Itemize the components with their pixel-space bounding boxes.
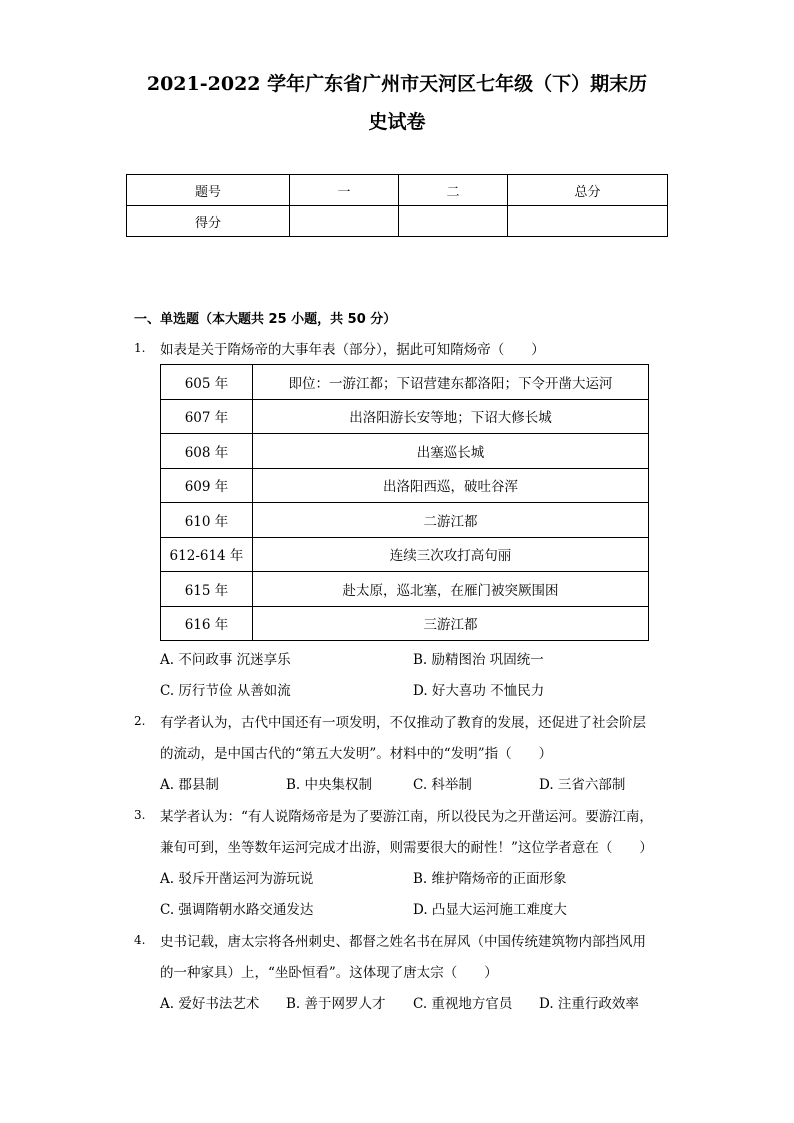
- question-text-line2: 兼旬可到，坐等数年运河完成才出游，则需要很大的耐性！”这位学者意在（ ）: [160, 840, 653, 856]
- option-c[interactable]: C. 科举制: [413, 777, 472, 793]
- event-year: 612-614 年: [161, 537, 253, 572]
- event-year: 610 年: [161, 503, 253, 538]
- question-text-line1: 某学者认为：“有人说隋炀帝是为了要游江南，所以役民为之开凿运河。要游江南，: [160, 809, 653, 825]
- score-cell: [508, 206, 668, 237]
- score-table-header-row: [127, 175, 668, 206]
- event-year: 615 年: [161, 572, 253, 607]
- option-b[interactable]: B. 善于网罗人才: [286, 996, 386, 1012]
- score-cell: [399, 206, 508, 237]
- event-year: 609 年: [161, 468, 253, 503]
- question-text-line1: 有学者认为，古代中国还有一项发明，不仅推动了教育的发展，还促进了社会阶层: [160, 715, 646, 731]
- option-b[interactable]: B. 中央集权制: [286, 777, 373, 793]
- table-row: [161, 434, 649, 469]
- question-number: 4.: [134, 933, 146, 947]
- exam-title-line1: 2021-2022 学年广东省广州市天河区七年级（下）期末历: [146, 73, 648, 95]
- option-d[interactable]: D. 注重行政效率: [539, 996, 639, 1012]
- table-row: [161, 365, 649, 400]
- option-d[interactable]: D. 好大喜功 不恤民力: [413, 683, 545, 699]
- events-table: [160, 364, 649, 641]
- question-text-line2: 的一种家具）上，“坐卧恒看”。这体现了唐太宗（ ）: [160, 965, 498, 981]
- option-b[interactable]: B. 维护隋炀帝的正面形象: [413, 871, 567, 887]
- score-table-row: [127, 206, 668, 237]
- option-d[interactable]: D. 三省六部制: [539, 777, 626, 793]
- score-header-cell: 二: [399, 175, 508, 206]
- question-text: 如表是关于隋炀帝的大事年表（部分），据此可知隋炀帝（ ）: [160, 342, 545, 358]
- exam-title-line2: 史试卷: [368, 111, 426, 133]
- table-row: [161, 572, 649, 607]
- table-row: [161, 606, 649, 641]
- table-row: [161, 468, 649, 503]
- table-row: [161, 537, 649, 572]
- table-row: [161, 399, 649, 434]
- question-number: 2.: [134, 714, 146, 728]
- event-desc: 出塞巡长城: [253, 434, 649, 469]
- event-desc: 三游江都: [253, 606, 649, 641]
- option-b[interactable]: B. 励精图治 巩固统一: [413, 652, 544, 668]
- question-number: 1.: [134, 341, 146, 355]
- question-number: 3.: [134, 808, 146, 822]
- section-title: 一、单选题（本大题共 25 小题，共 50 分）: [134, 312, 397, 327]
- event-desc: 出洛阳游长安等地；下诏大修长城: [253, 399, 649, 434]
- score-header-cell: 一: [290, 175, 399, 206]
- option-a[interactable]: A. 驳斥开凿运河为游玩说: [160, 871, 314, 887]
- option-a[interactable]: A. 不问政事 沉迷享乐: [160, 652, 291, 668]
- event-desc: 连续三次攻打高句丽: [253, 537, 649, 572]
- event-year: 608 年: [161, 434, 253, 469]
- event-year: 616 年: [161, 606, 253, 641]
- table-row: [161, 503, 649, 538]
- event-desc: 即位：一游江都；下诏营建东都洛阳；下令开凿大运河: [253, 365, 649, 400]
- option-c[interactable]: C. 强调隋朝水路交通发达: [160, 902, 314, 918]
- option-c[interactable]: C. 厉行节俭 从善如流: [160, 683, 291, 699]
- score-cell: [290, 206, 399, 237]
- score-row-label: 得分: [127, 206, 290, 237]
- option-a[interactable]: A. 郡县制: [160, 777, 219, 793]
- option-d[interactable]: D. 凸显大运河施工难度大: [413, 902, 567, 918]
- score-header-cell: 题号: [127, 175, 290, 206]
- event-year: 607 年: [161, 399, 253, 434]
- event-desc: 出洛阳西巡，破吐谷浑: [253, 468, 649, 503]
- score-table: [126, 174, 668, 237]
- event-year: 605 年: [161, 365, 253, 400]
- event-desc: 赴太原，巡北塞，在雁门被突厥围困: [253, 572, 649, 607]
- score-header-cell: 总分: [508, 175, 668, 206]
- event-desc: 二游江都: [253, 503, 649, 538]
- question-text-line1: 史书记载，唐太宗将各州刺史、都督之姓名书在屏风（中国传统建筑物内部挡风用: [160, 934, 646, 950]
- option-c[interactable]: C. 重视地方官员: [413, 996, 513, 1012]
- option-a[interactable]: A. 爱好书法艺术: [160, 996, 260, 1012]
- question-text-line2: 的流动，是中国古代的“第五大发明”。材料中的“发明”指（ ）: [160, 746, 553, 762]
